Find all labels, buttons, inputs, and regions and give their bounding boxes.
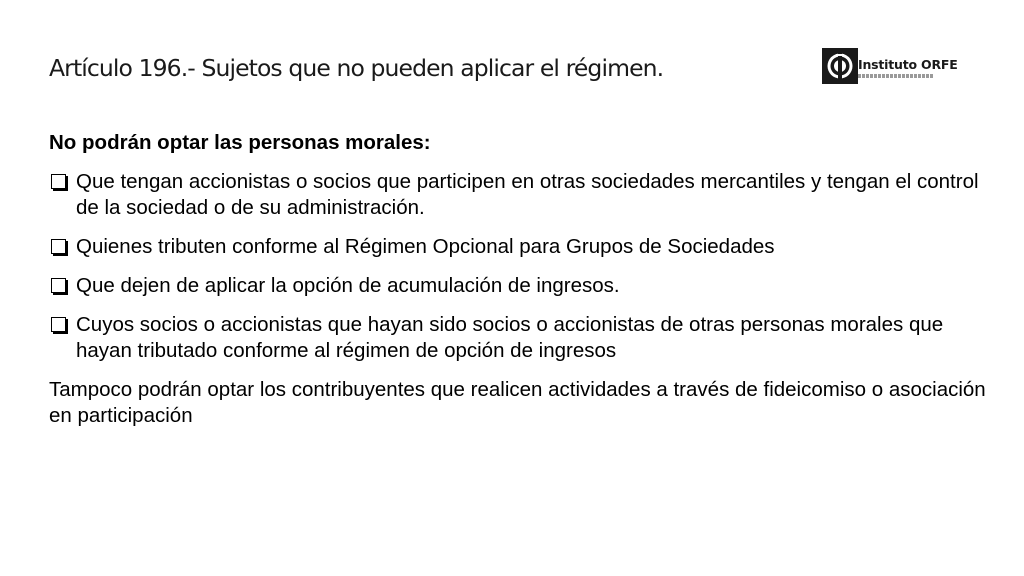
lead-text: No podrán optar las personas morales:	[49, 131, 431, 154]
slide-body	[49, 130, 999, 429]
closing-text: Tampoco podrán optar los contribuyentes que realicen actividades a través de fideicomiso o asociación en participación	[49, 378, 986, 427]
list-item	[49, 312, 999, 364]
list-item-text: Quienes tributen conforme al Régimen Opcional para Grupos de Sociedades	[76, 235, 775, 258]
list-item-text: Que dejen de aplicar la opción de acumulación de ingresos.	[76, 274, 620, 297]
list-item	[49, 234, 999, 260]
checkbox-bullet-icon	[51, 278, 66, 293]
checkbox-bullet-icon	[51, 174, 66, 189]
list-item-text: Cuyos socios o accionistas que hayan sido socios o accionistas de otras personas morales que hayan tributado conforme al régimen de opción de ingresos	[76, 313, 944, 362]
checkbox-bullet-icon	[51, 239, 66, 254]
orfe-phi-logo-icon	[822, 48, 858, 84]
checkbox-bullet-icon	[51, 317, 66, 332]
list-item	[49, 169, 999, 221]
institute-logo	[822, 48, 972, 88]
list-item-text: Que tengan accionistas o socios que participen en otras sociedades mercantiles y tengan el control de la sociedad o de su administración.	[76, 170, 979, 219]
logo-name: Instituto ORFE	[858, 57, 958, 72]
criteria-list	[49, 169, 999, 364]
slide-title: Artículo 196.- Sujetos que no pueden aplicar el régimen.	[49, 54, 664, 82]
logo-tagline	[858, 74, 934, 78]
list-item	[49, 273, 999, 299]
